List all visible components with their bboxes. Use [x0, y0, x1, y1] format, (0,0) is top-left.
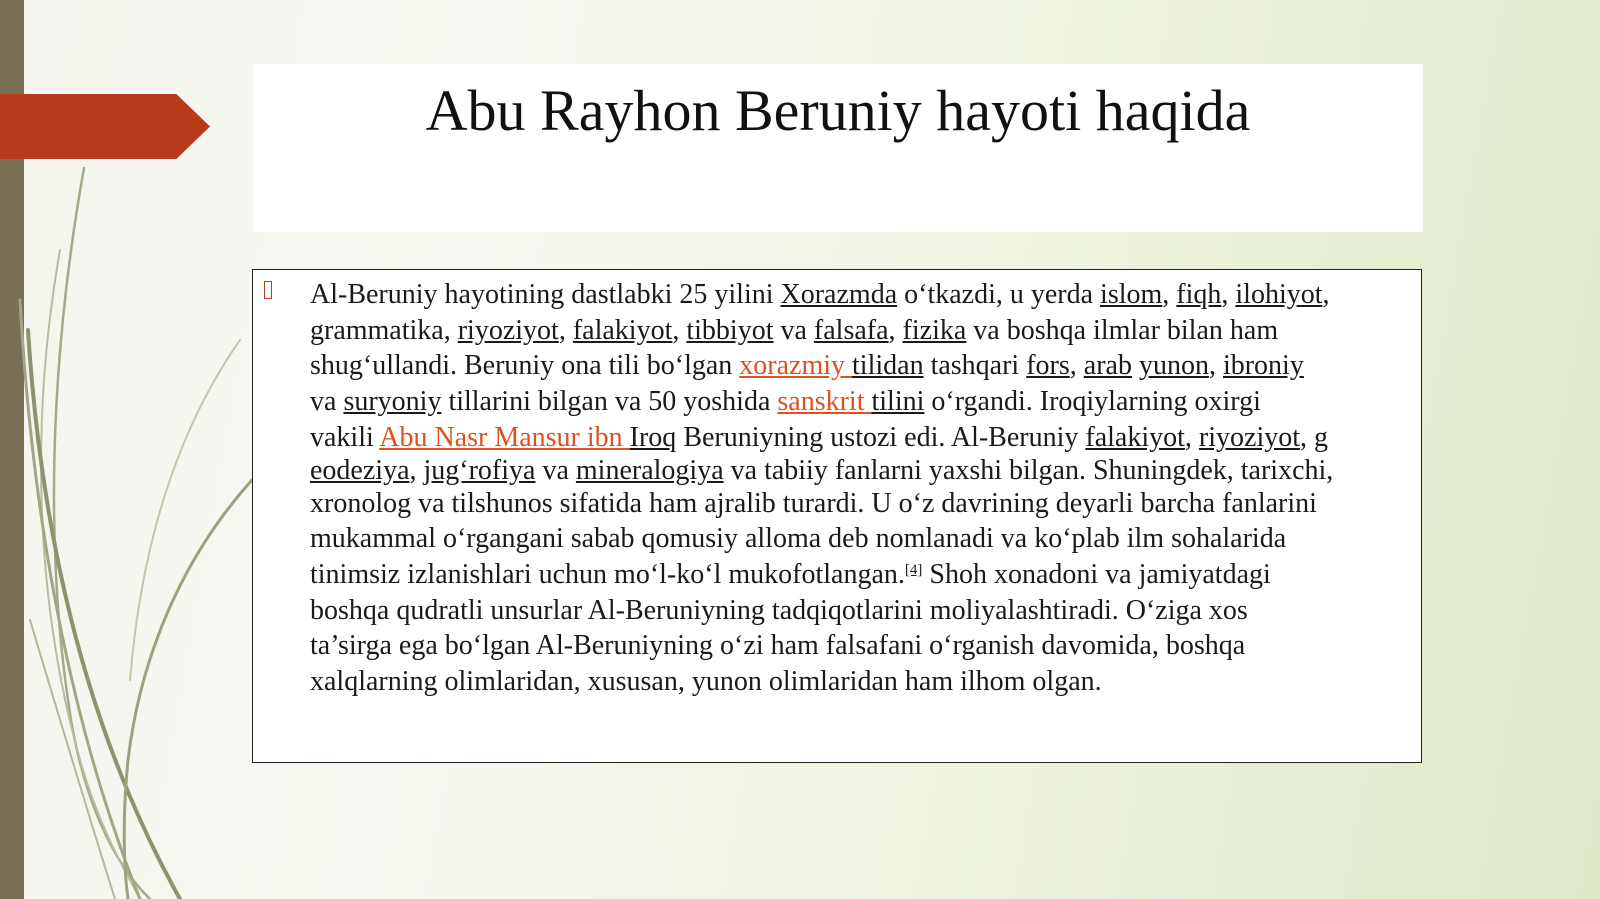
text-line: tinimsiz izlanishlari uchun mo‘l-ko‘l mukofotlangan.[4] Shoh xonadoni va jamiyatdagi [310, 558, 1271, 590]
link-falsafa[interactable]: falsafa [813, 314, 889, 346]
text-line: Al-Beruniy hayotining dastlabki 25 yilini Xorazmda o‘tkazdi, u yerda islom, fiqh, ilohiyot, [310, 279, 1330, 310]
text-line: shug‘ullandi. Beruniy ona tili bo‘lgan xorazmiy tilidan tashqari fors, arab yunon, ibroniy [310, 350, 1304, 382]
text-line: boshqa qudratli unsurlar Al-Beruniyning tadqiqotlarini moliyalashtiradi. O‘ziga xos [310, 594, 1248, 626]
link-tilidan[interactable]: tilidan [852, 350, 924, 382]
link-yunon[interactable]: yunon [1138, 350, 1209, 382]
title-arrow-accent [0, 94, 210, 159]
text-line: va suryoniy tillarini bilgan va 50 yoshida sanskrit tilini o‘rgandi. Iroqiylarning oxirgi [310, 386, 1261, 418]
biography-paragraph [310, 277, 1410, 700]
link-islom[interactable]: islom [1100, 279, 1163, 310]
text-line: vakili Abu Nasr Mansur ibn Iroq Beruniyning ustozi edi. Al-Beruniy falakiyot, riyoziyot, g [310, 421, 1328, 453]
link-geodeziya-start[interactable]: g [1314, 421, 1328, 453]
link-riyoziyot[interactable]: riyoziyot [457, 314, 559, 346]
link-iroq[interactable]: Iroq [629, 421, 677, 453]
text-line: mukammal o‘rgangani sabab qomusiy alloma deb nomlanadi va ko‘plab ilm sohalarida [310, 523, 1287, 555]
link-tilini[interactable]: tilini [871, 386, 925, 418]
text-line: eodeziya, jug‘rofiya va mineralogiya va tabiiy fanlarni yaxshi bilgan. Shuningdek, tarixchi, [310, 454, 1334, 486]
link-fors[interactable]: fors [1026, 350, 1070, 382]
link-fizika[interactable]: fizika [902, 314, 967, 346]
link-fiqh[interactable]: fiqh [1176, 279, 1222, 310]
link-xorazmiy[interactable]: xorazmiy [739, 350, 853, 382]
link-falakiyot-2[interactable]: falakiyot [1085, 421, 1185, 453]
link-ibroniy[interactable]: ibroniy [1222, 350, 1304, 382]
link-jugrofiya[interactable]: jug‘rofiya [423, 454, 536, 486]
link-ilohiyot[interactable]: ilohiyot [1235, 279, 1323, 310]
slide-title: Abu Rayhon Beruniy hayoti haqida [425, 78, 1251, 143]
text-line: xalqlarning olimlaridan, xususan, yunon olimlaridan ham ilhom olgan. [310, 666, 1102, 698]
link-riyoziyot-2[interactable]: riyoziyot [1198, 421, 1300, 453]
link-falakiyot[interactable]: falakiyot [572, 314, 673, 346]
link-xorazmda[interactable]: Xorazmda [780, 279, 898, 310]
link-geodeziya[interactable]: eodeziya [310, 454, 410, 486]
square-bullet-icon [264, 281, 272, 299]
link-arab[interactable]: arab [1083, 350, 1132, 382]
link-abu-nasr-mansur[interactable]: Abu Nasr Mansur ibn [379, 421, 630, 453]
footnote-ref-4[interactable]: [4] [904, 561, 923, 578]
text-line: grammatika, riyoziyot, falakiyot, tibbiyot va falsafa, fizika va boshqa ilmlar bilan ham [310, 314, 1279, 346]
link-mineralogiya[interactable]: mineralogiya [575, 454, 724, 486]
text-line: xronolog va tilshunos sifatida ham ajralib turardi. U o‘z davrining deyarli barcha fanlarini [310, 487, 1317, 519]
link-sanskrit[interactable]: sanskrit [777, 386, 872, 418]
link-suryoniy[interactable]: suryoniy [343, 386, 442, 418]
text-line: ta’sirga ega bo‘lgan Al-Beruniyning o‘zi ham falsafani o‘rganish davomida, boshqa [310, 630, 1246, 662]
link-tibbiyot[interactable]: tibbiyot [686, 314, 774, 346]
